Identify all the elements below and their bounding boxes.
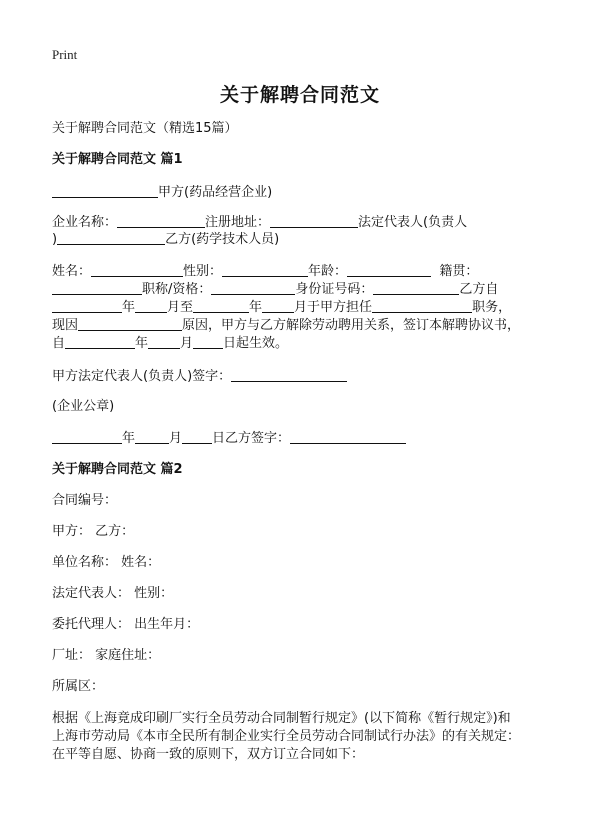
paragraph-line-2: 上海市劳动局《本市全民所有制企业实行全员劳动合同制试行办法》的有关规定： (52, 729, 521, 744)
reason-line: 现因 原因，甲方与乙方解除劳动聘用关系，签订本解聘协议书， (52, 318, 521, 333)
legal-rep-line: 法定代表人： 性别： (52, 586, 174, 601)
blank-field (372, 298, 472, 313)
blank-field (347, 262, 431, 277)
paragraph-line-1: 根据《上海竟成印刷厂实行全员劳动合同制暂行规定》(以下简称《暂行规定》)和 (52, 711, 511, 726)
employment-period-line: 年 月至 年 月于甲方担任 职务， (52, 298, 511, 317)
blank-field (52, 429, 122, 444)
blank-field (290, 429, 406, 444)
section1-heading: 关于解聘合同范文 篇1 (52, 152, 183, 167)
section2-heading: 关于解聘合同范文 篇2 (52, 462, 183, 477)
blank-field (231, 367, 347, 382)
blank-field (193, 334, 223, 349)
party-a-line: 甲方(药品经营企业) (52, 183, 272, 202)
blank-field (262, 298, 294, 313)
blank-field (270, 213, 358, 228)
blank-field (78, 316, 182, 331)
blank-field (135, 429, 169, 444)
blank-field (52, 280, 142, 295)
blank-field (65, 334, 135, 349)
district-line: 所属区： (52, 679, 105, 694)
print-link[interactable]: Print (52, 47, 78, 62)
blank-field (57, 230, 165, 245)
contract-no-line: 合同编号： (52, 493, 118, 508)
blank-field (373, 280, 459, 295)
blank-field (182, 429, 212, 444)
party-b-line: ) 乙方(药学技术人员) (52, 232, 280, 247)
address-line: 厂址： 家庭住址： (52, 648, 161, 663)
document-title: 关于解聘合同范文 (219, 84, 380, 106)
blank-field (211, 280, 295, 295)
unit-name-line: 单位名称： 姓名： (52, 555, 161, 570)
blank-field (148, 334, 180, 349)
effective-line: 自 年 月 日起生效。 (52, 336, 289, 351)
company-seal-line: (企业公章) (52, 399, 115, 414)
blank-field (135, 298, 167, 313)
company-line: 企业名称： 注册地址： 法定代表人(负责人 (52, 215, 468, 230)
blank-field (52, 183, 158, 198)
blank-field (222, 262, 308, 277)
parties-line: 甲方： 乙方： (52, 524, 135, 539)
blank-field (52, 298, 122, 313)
rep-signature-line: 甲方法定代表人(负责人)签字： (52, 367, 347, 386)
qualification-line: 职称/资格： 身份证号码： 乙方自 (52, 280, 498, 299)
personal-line: 姓名： 性别： 年龄： 籍贯： (52, 264, 479, 279)
date-signature-line: 年 月 日乙方签字： (52, 429, 406, 448)
paragraph-line-3: 在平等自愿、协商一致的原则下，双方订立合同如下： (52, 747, 365, 762)
blank-field (117, 213, 205, 228)
blank-field (91, 262, 183, 277)
blank-field (193, 298, 249, 313)
agent-line: 委托代理人： 出生年月： (52, 617, 200, 632)
intro-line: 关于解聘合同范文（精选15篇） (52, 121, 238, 136)
